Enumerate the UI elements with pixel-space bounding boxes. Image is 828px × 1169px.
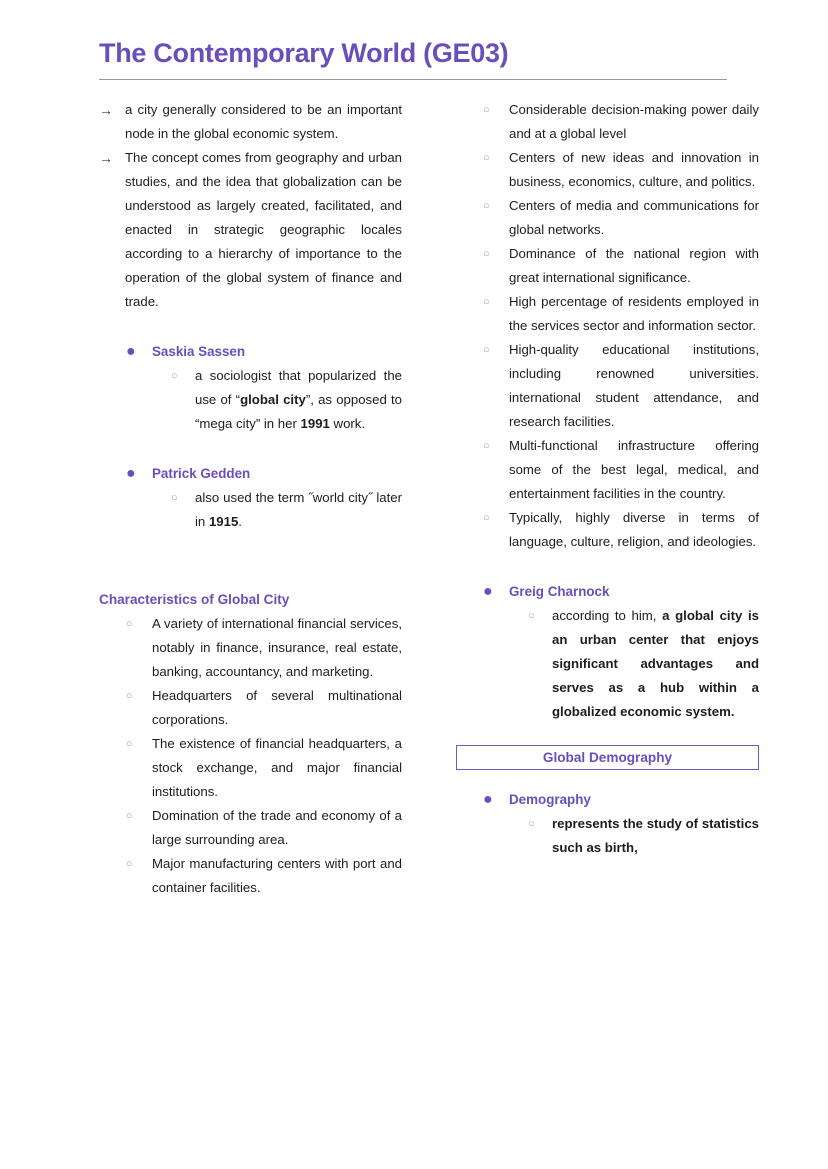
- arrow-icon: →: [99, 102, 113, 118]
- person-name: Saskia Sassen: [152, 344, 246, 359]
- list-item-text: The concept comes from geography and urban studies, and the idea that globalization can be understood as largely created, facilitated, and enacted in strategic geographic locales according to a hierarchy of importance to the operation of the global system of finance and trade.: [125, 150, 402, 309]
- title-divider: [99, 79, 727, 80]
- term-heading-demography: [456, 788, 759, 812]
- list-item-text: High percentage of residents employed in the services sector and information sector.: [509, 294, 759, 333]
- list-item-text: Multi-functional infrastructure offering some of the best legal, medical, and entertainment facilities in the country.: [509, 438, 759, 501]
- hollow-bullet-icon: ○: [126, 618, 133, 630]
- hollow-bullet-icon: ○: [171, 492, 178, 504]
- arrow-icon: →: [99, 150, 113, 166]
- list-item-text: Major manufacturing centers with port and container facilities.: [152, 856, 402, 895]
- list-item: [99, 364, 402, 436]
- list-item: [99, 684, 402, 732]
- list-item: [456, 812, 759, 860]
- hollow-bullet-icon: ○: [126, 858, 133, 870]
- spacer: [456, 770, 759, 786]
- list-item-text: Centers of new ideas and innovation in business, economics, culture, and politics.: [509, 150, 759, 189]
- list-item: [456, 506, 759, 554]
- list-item: [99, 486, 402, 534]
- filled-bullet-icon: ●: [126, 465, 136, 482]
- hollow-bullet-icon: ○: [483, 512, 490, 524]
- filled-bullet-icon: ●: [126, 343, 136, 360]
- hollow-bullet-icon: ○: [483, 104, 490, 116]
- list-item: [99, 612, 402, 684]
- hollow-bullet-icon: ○: [483, 344, 490, 356]
- list-item-text: A variety of international financial services, notably in finance, insurance, real estate, banking, accountancy, and marketing.: [152, 616, 402, 679]
- list-item: [456, 290, 759, 338]
- hollow-bullet-icon: ○: [126, 690, 133, 702]
- hollow-bullet-icon: ○: [528, 610, 535, 622]
- hollow-bullet-icon: ○: [126, 738, 133, 750]
- spacer: [456, 554, 759, 578]
- person-heading-patrick-gedden: [99, 462, 402, 486]
- filled-bullet-icon: ●: [483, 791, 493, 808]
- two-column-body: [99, 98, 759, 900]
- hollow-bullet-icon: ○: [483, 248, 490, 260]
- section-heading-characteristics: Characteristics of Global City: [99, 592, 290, 607]
- list-item: [99, 804, 402, 852]
- hollow-bullet-icon: ○: [483, 200, 490, 212]
- hollow-bullet-icon: ○: [171, 370, 178, 382]
- hollow-bullet-icon: ○: [483, 440, 490, 452]
- list-item: [99, 732, 402, 804]
- list-item: [456, 146, 759, 194]
- spacer: [99, 436, 402, 460]
- list-item-text: Centers of media and communications for global networks.: [509, 198, 759, 237]
- page-title: The Contemporary World (GE03): [99, 38, 509, 68]
- list-item-text: a city generally considered to be an important node in the global economic system.: [125, 102, 402, 141]
- person-heading-saskia-sassen: [99, 340, 402, 364]
- list-item-text: Domination of the trade and economy of a large surrounding area.: [152, 808, 402, 847]
- list-item: [99, 852, 402, 900]
- term-detail-demography: represents the study of statistics such as birth,: [552, 816, 759, 855]
- left-column: [99, 98, 402, 900]
- term-name: Demography: [509, 792, 591, 807]
- right-column: [456, 98, 759, 900]
- hollow-bullet-icon: ○: [126, 810, 133, 822]
- person-heading-greig-charnock: [456, 580, 759, 604]
- list-item: [99, 146, 402, 314]
- section-banner-global-demography: [456, 745, 759, 770]
- list-item-text: Dominance of the national region with great international significance.: [509, 246, 759, 285]
- characteristics-continued-list: [456, 98, 759, 554]
- list-item: [456, 338, 759, 434]
- person-detail-patrick-gedden: also used the term ˝world city˝ later in 1915.: [195, 490, 402, 529]
- hollow-bullet-icon: ○: [483, 152, 490, 164]
- person-detail-greig-charnock: according to him, a global city is an urban center that enjoys significant advantages and serves as a hub within a globalized economic system.: [552, 608, 759, 719]
- list-item: [456, 434, 759, 506]
- list-item: [456, 98, 759, 146]
- person-detail-saskia-sassen: a sociologist that popularized the use of “global city”, as opposed to “mega city” in her 1991 work.: [195, 368, 403, 431]
- spacer: [99, 534, 402, 588]
- list-item: [99, 98, 402, 146]
- list-item-text: High-quality educational institutions, including renowned universities. international student attendance, and research facilities.: [509, 342, 759, 429]
- filled-bullet-icon: ●: [483, 583, 493, 600]
- list-item-text: Considerable decision-making power daily and at a global level: [509, 102, 759, 141]
- hollow-bullet-icon: ○: [483, 296, 490, 308]
- list-item: [456, 604, 759, 724]
- person-name: Patrick Gedden: [152, 466, 251, 481]
- banner-label: Global Demography: [542, 749, 673, 765]
- list-item-text: Headquarters of several multinational corporations.: [152, 688, 402, 727]
- person-name: Greig Charnock: [509, 584, 610, 599]
- list-item: [456, 242, 759, 290]
- list-item: [456, 194, 759, 242]
- characteristics-list: [99, 612, 402, 900]
- list-item-text: The existence of financial headquarters, a stock exchange, and major financial institutions.: [152, 736, 402, 799]
- hollow-bullet-icon: ○: [528, 818, 535, 830]
- spacer: [99, 314, 402, 338]
- intro-list: [99, 98, 402, 314]
- list-item-text: Typically, highly diverse in terms of language, culture, religion, and ideologies.: [509, 510, 759, 549]
- document-header: [99, 36, 728, 80]
